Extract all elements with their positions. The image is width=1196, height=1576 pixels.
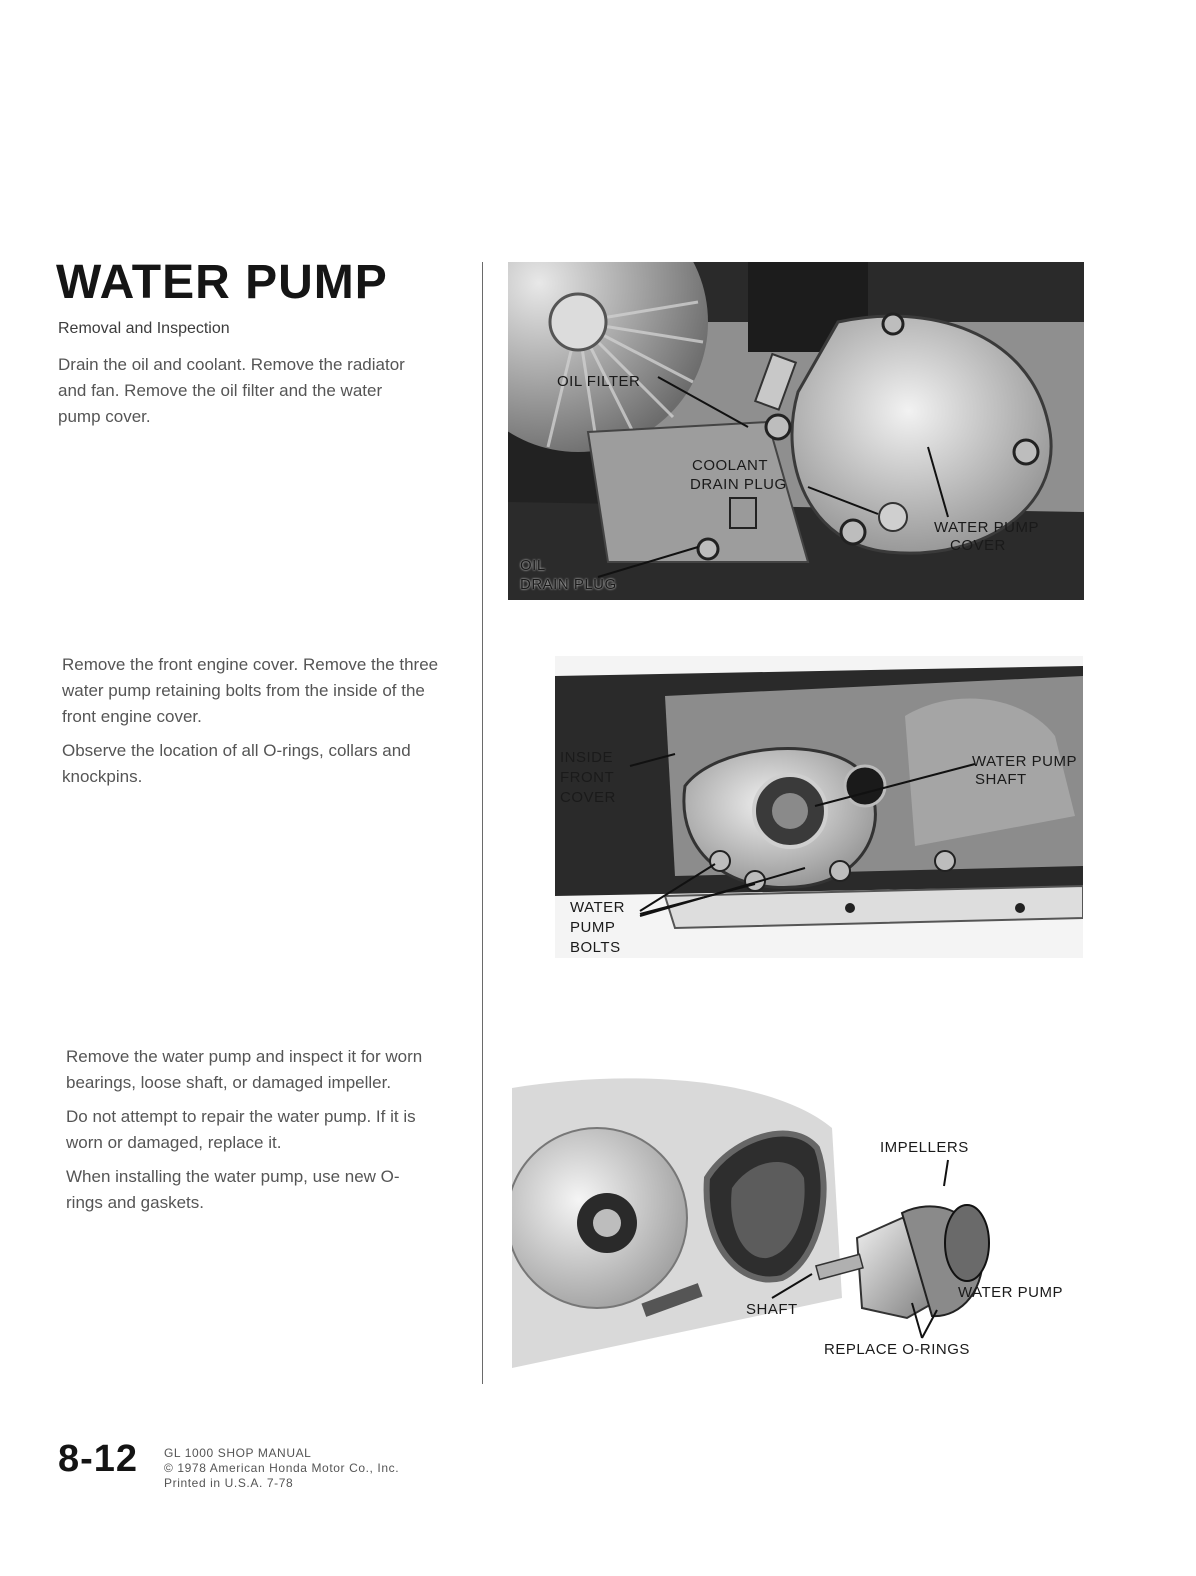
label-impellers: IMPELLERS bbox=[880, 1139, 969, 1156]
footer-info bbox=[164, 1446, 399, 1491]
engine-photo-3 bbox=[512, 1048, 1084, 1372]
paragraph: Drain the oil and coolant. Remove the radiator and fan. Remove the oil filter and the water pump cover. bbox=[58, 355, 405, 426]
label-water-pump-bolts-line-1: WATER bbox=[570, 899, 625, 916]
label-oil-drain-plug-line-2: DRAIN PLUG bbox=[520, 576, 617, 593]
section-2-text bbox=[62, 652, 447, 798]
section-1-text bbox=[58, 352, 428, 438]
label-oil-filter: OIL FILTER bbox=[557, 373, 641, 390]
column-divider bbox=[482, 262, 483, 1384]
label-water-pump-shaft-line-1: WATER PUMP bbox=[972, 753, 1077, 770]
label-inside-front-cover-line-3: COVER bbox=[560, 789, 616, 806]
label-water-pump-bolts-line-2: PUMP bbox=[570, 919, 616, 936]
water-pump-illustration bbox=[512, 1048, 1084, 1372]
label-water-pump-cover-line-2: COVER bbox=[950, 537, 1006, 554]
label-water-pump: WATER PUMP bbox=[958, 1284, 1063, 1301]
paragraph: Remove the water pump and inspect it for worn bearings, loose shaft, or damaged impeller. bbox=[66, 1047, 423, 1092]
label-water-pump-bolts-line-3: BOLTS bbox=[570, 939, 621, 956]
footer-copyright: © 1978 American Honda Motor Co., Inc. bbox=[164, 1461, 400, 1475]
footer-printed: Printed in U.S.A. 7-78 bbox=[164, 1476, 294, 1490]
label-water-pump-cover-line-1: WATER PUMP bbox=[934, 519, 1039, 536]
front-cover-illustration bbox=[555, 656, 1083, 958]
label-oil-drain-plug-line-1: OIL bbox=[520, 557, 546, 574]
engine-photo-2 bbox=[555, 656, 1083, 958]
paragraph: Do not attempt to repair the water pump. If it is worn or damaged, replace it. bbox=[66, 1107, 416, 1152]
page-title: WATER PUMP bbox=[56, 256, 388, 309]
label-water-pump-shaft-line-2: SHAFT bbox=[975, 771, 1027, 788]
paragraph: When installing the water pump, use new O-rings and gaskets. bbox=[66, 1167, 400, 1212]
label-inside-front-cover-line-2: FRONT bbox=[560, 769, 615, 786]
label-replace-o-rings: REPLACE O-RINGS bbox=[824, 1341, 970, 1358]
label-coolant-drain-plug-line-2: DRAIN PLUG bbox=[690, 476, 787, 493]
section-3-text bbox=[66, 1044, 426, 1224]
footer-manual-title: GL 1000 SHOP MANUAL bbox=[164, 1446, 312, 1460]
section-subtitle: Removal and Inspection bbox=[58, 320, 230, 337]
label-inside-front-cover-line-1: INSIDE bbox=[560, 749, 614, 766]
paragraph: Observe the location of all O-rings, collars and knockpins. bbox=[62, 741, 411, 786]
paragraph: Remove the front engine cover. Remove the three water pump retaining bolts from the inside of the front engine cover. bbox=[62, 655, 439, 726]
label-coolant-drain-plug-line-1: COOLANT bbox=[692, 457, 769, 474]
label-shaft: SHAFT bbox=[746, 1301, 798, 1318]
page-number: 8-12 bbox=[58, 1438, 139, 1480]
